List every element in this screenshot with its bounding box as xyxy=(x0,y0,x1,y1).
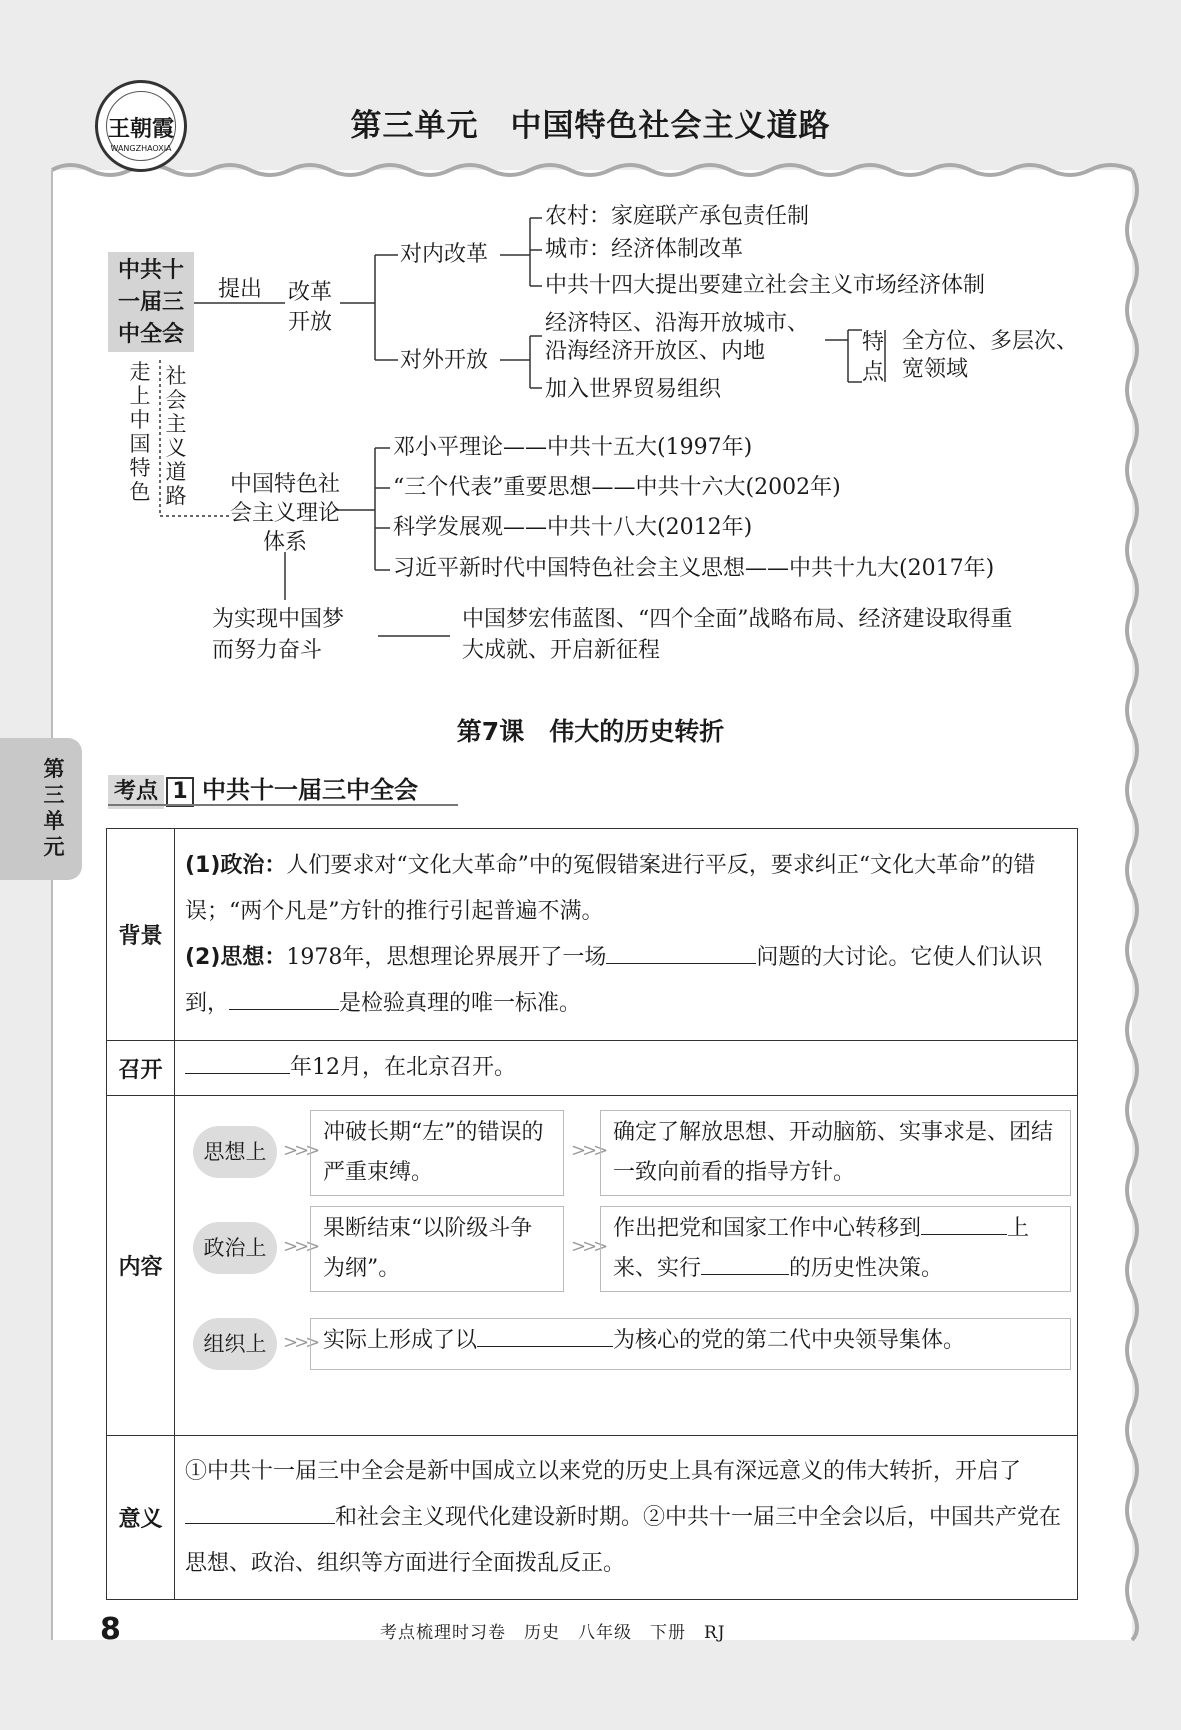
mindmap-path-right: 社会主义道路 xyxy=(165,364,187,508)
mindmap-theory-item: 邓小平理论——中共十五大(1997年) xyxy=(393,435,753,460)
organization-text-a: 实际上形成了以 xyxy=(323,1328,478,1353)
lesson-title: 第7课 伟大的历史转折 xyxy=(456,717,725,746)
chevron-right-icon: >>> xyxy=(283,1140,317,1161)
blank-new-era[interactable] xyxy=(185,1502,335,1524)
mindmap-internal-item: 中共十四大提出要建立社会主义市场经济体制 xyxy=(545,273,986,298)
row-header-convene: 召开 xyxy=(107,1041,175,1096)
table-row-convene xyxy=(107,1041,1078,1096)
chevron-right-icon: >>> xyxy=(283,1332,317,1353)
logo-text: 王朝霞 xyxy=(107,116,174,142)
thought-text-a: 1978年，思想理论界展开了一场 xyxy=(286,944,607,970)
row-header-background: 背景 xyxy=(107,829,175,1041)
mindmap-dream-label: 而努力奋斗 xyxy=(212,638,323,663)
mindmap-path-left: 走上中国特色 xyxy=(129,360,151,504)
footer-text: 考点梳理时习卷 历史 八年级 下册 RJ xyxy=(380,1623,726,1643)
significance-text-b: 和社会主义现代化建设新时期。②中共十一届三中全会以后，中国共产党在思想、政治、组织等方面进行全面拨乱反正。 xyxy=(185,1504,1062,1576)
content-cell xyxy=(175,1096,1078,1436)
content-box-politics-right xyxy=(600,1206,1071,1292)
unit-title: 第三单元 中国特色社会主义道路 xyxy=(350,108,831,144)
keypoint-label: 考点 xyxy=(108,775,164,809)
table-row-significance xyxy=(107,1436,1078,1600)
significance-cell xyxy=(175,1436,1078,1600)
chevron-right-icon: >>> xyxy=(571,1236,605,1257)
mindmap-dream-label: 为实现中国梦 xyxy=(212,607,345,632)
organization-text-b: 为核心的党的第二代中央领导集体。 xyxy=(613,1328,966,1353)
mindmap-internal-item: 农村：家庭联产承包责任制 xyxy=(545,204,810,229)
keypoint-title: 中共十一届三中全会 xyxy=(202,776,419,804)
mindmap-reform-open: 改革开放 xyxy=(288,280,333,335)
mindmap-external-item: 加入世界贸易组织 xyxy=(545,377,722,402)
mindmap-dream-text: 大成就、开启新征程 xyxy=(462,638,661,663)
mindmap-external-item: 沿海经济开放区、内地 xyxy=(545,339,766,364)
blank-core-leader[interactable] xyxy=(477,1325,613,1347)
chevron-right-icon: >>> xyxy=(571,1140,605,1161)
blank-year[interactable] xyxy=(185,1052,290,1074)
chevron-right-icon: >>> xyxy=(283,1236,317,1257)
convene-cell xyxy=(175,1041,1078,1096)
content-box-thought-left: 冲破长期“左”的错误的严重束缚。 xyxy=(310,1110,564,1196)
mindmap-internal-item: 城市：经济体制改革 xyxy=(545,237,744,262)
side-tab-label: 第三单元 xyxy=(43,757,65,859)
mindmap-dream-text: 中国梦宏伟蓝图、“四个全面”战略布局、经济建设取得重 xyxy=(462,607,1013,632)
content-box-organization xyxy=(310,1318,1071,1370)
keypoint-table xyxy=(106,828,1078,1600)
blank-work-center[interactable] xyxy=(921,1213,1007,1235)
mindmap-theory-item: 科学发展观——中共十八大(2012年) xyxy=(393,515,753,540)
thought-text-b: 问题的大讨论。它使人们认识到， xyxy=(185,944,1043,1016)
content-box-politics-left: 果断结束“以阶级斗争为纲”。 xyxy=(310,1206,564,1292)
mindmap-feature-text: 宽领域 xyxy=(902,357,969,382)
blank-truth-standard[interactable] xyxy=(229,988,339,1010)
mindmap-feature-text: 全方位、多层次、 xyxy=(902,329,1079,354)
content-tag-politics: 政治上 xyxy=(193,1222,277,1274)
blank-discussion-topic[interactable] xyxy=(606,942,756,964)
thought-label: (2)思想： xyxy=(185,944,287,970)
page-number: 8 xyxy=(100,1612,121,1647)
side-tab xyxy=(0,738,82,880)
logo-subtext: WANGZHAOXIA xyxy=(110,144,172,153)
mindmap-feature-label: 特点 xyxy=(862,330,885,385)
mindmap-propose: 提出 xyxy=(218,277,263,302)
mindmap-external-item: 经济特区、沿海开放城市、 xyxy=(545,311,810,336)
mindmap-internal-reform: 对内改革 xyxy=(400,242,489,267)
mindmap-theory-system: 中国特色社会主义理论体系 xyxy=(230,472,341,555)
mindmap-root: 中共十一届三中全会 xyxy=(108,252,194,352)
politics-text: 人们要求对“文化大革命”中的冤假错案进行平反，要求纠正“文化大革命”的错误；“两个凡是”方针的推行引起普遍不满。 xyxy=(185,852,1036,924)
significance-text-a: ①中共十一届三中全会是新中国成立以来党的历史上具有深远意义的伟大转折，开启了 xyxy=(185,1458,1022,1484)
keypoint-number: 1 xyxy=(166,777,194,807)
row-header-content: 内容 xyxy=(107,1096,175,1436)
blank-policy[interactable] xyxy=(701,1253,789,1275)
content-tag-organization: 组织上 xyxy=(193,1318,277,1370)
keypoint-underline xyxy=(108,804,458,806)
mindmap-external-open: 对外开放 xyxy=(400,348,489,373)
mindmap-theory-item: 习近平新时代中国特色社会主义思想——中共十九大(2017年) xyxy=(393,556,995,581)
content-box-thought-right: 确定了解放思想、开动脑筋、实事求是、团结一致向前看的指导方针。 xyxy=(600,1110,1071,1196)
thought-text-c: 是检验真理的唯一标准。 xyxy=(339,990,582,1016)
table-row-content xyxy=(107,1096,1078,1436)
table-row-background xyxy=(107,829,1078,1041)
content-tag-thought: 思想上 xyxy=(193,1126,277,1178)
background-cell xyxy=(175,829,1078,1041)
politics-right-a: 作出把党和国家工作中心转移到 xyxy=(613,1216,922,1241)
mindmap-theory-item: “三个代表”重要思想——中共十六大(2002年) xyxy=(393,475,841,500)
politics-right-b: 上来、实行 xyxy=(613,1216,1030,1281)
politics-right-c: 的历史性决策。 xyxy=(789,1256,944,1281)
politics-label: (1)政治： xyxy=(185,852,287,878)
row-header-significance: 意义 xyxy=(107,1436,175,1600)
convene-text: 年12月，在北京召开。 xyxy=(290,1055,516,1080)
